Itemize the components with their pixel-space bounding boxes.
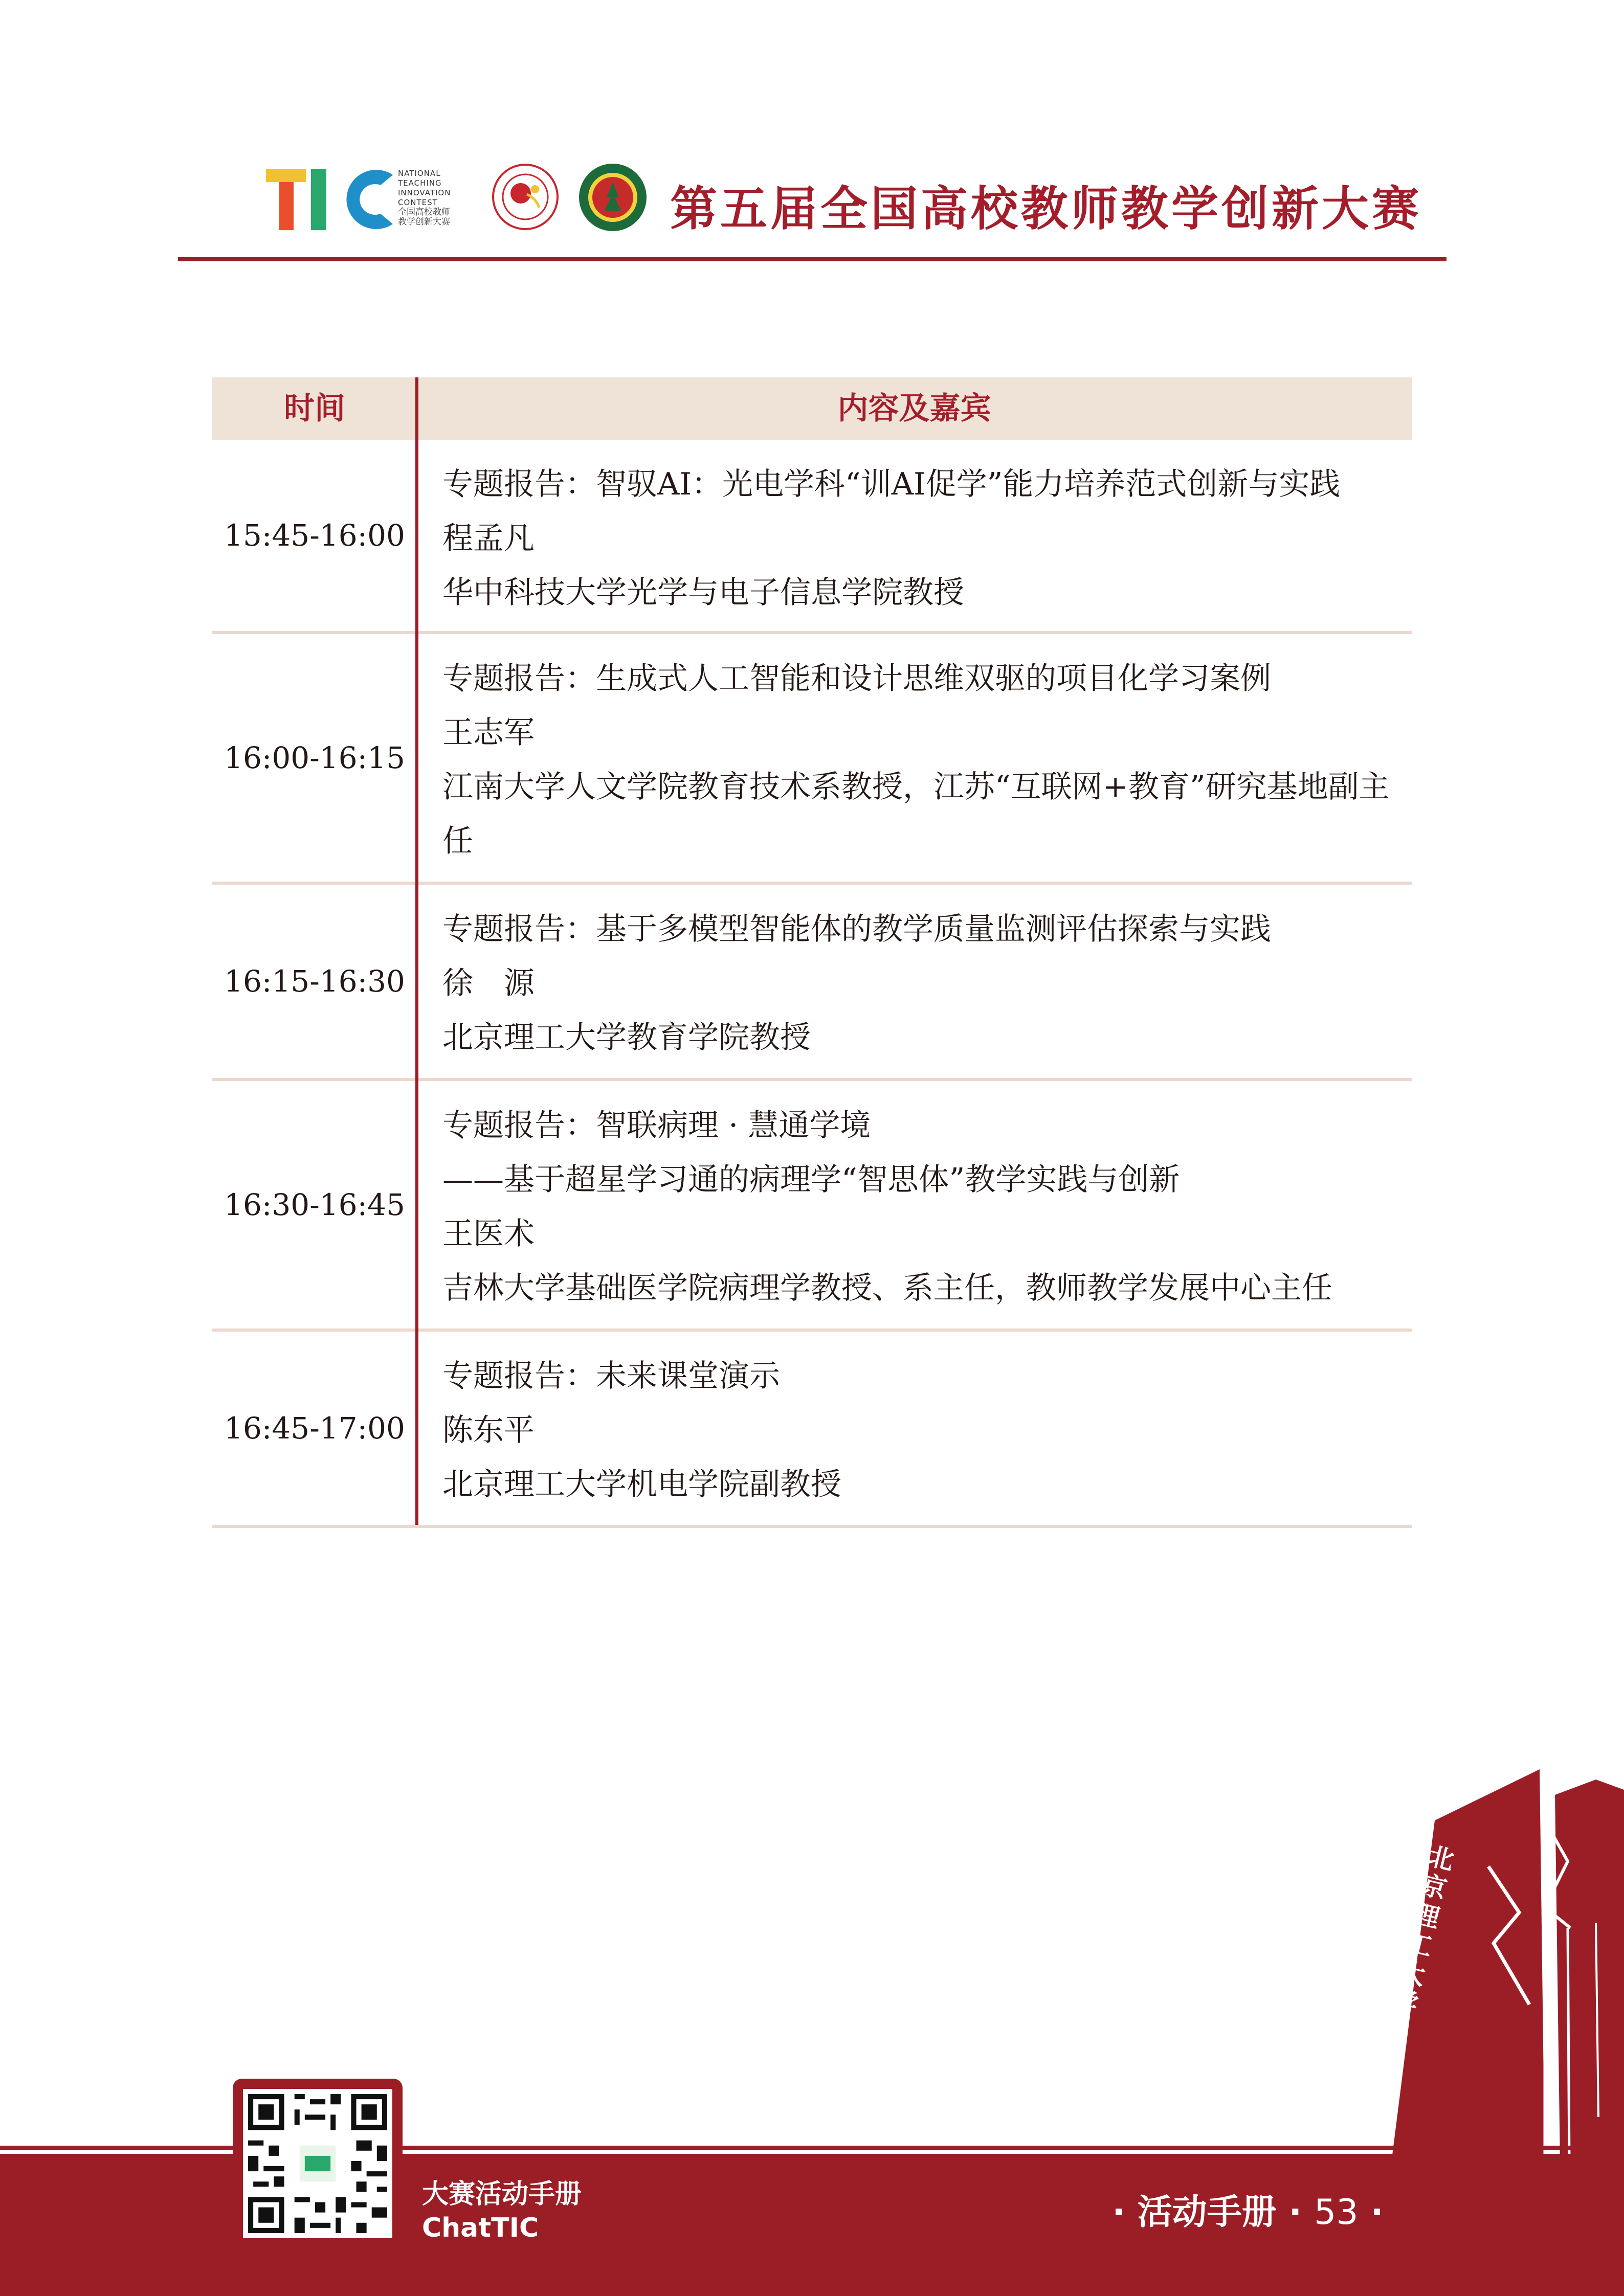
speaker-name: 陈东平 xyxy=(442,1412,535,1448)
trailing-dot: · xyxy=(1370,2192,1384,2233)
building-university-name: 北京理工大学 xyxy=(1389,1840,1457,2020)
section-label: · 活动手册 · xyxy=(1112,2192,1302,2233)
talk-title: 专题报告：智驭AI：光电学科“训AI促学”能力培养范式创新与实践 xyxy=(442,466,1341,502)
speaker-name: 王医术 xyxy=(442,1216,535,1252)
row-content xyxy=(442,885,1412,1080)
talk-title: 专题报告：未来课堂演示 xyxy=(442,1358,780,1394)
table-row xyxy=(212,634,1412,885)
tic-caption-line: NATIONAL xyxy=(398,169,441,178)
speaker-affiliation: 华中科技大学光学与电子信息学院教授 xyxy=(442,575,964,611)
contest-title: 第五届全国高校教师教学创新大赛 xyxy=(670,181,1422,236)
table-header xyxy=(212,377,1412,440)
table-row xyxy=(212,440,1412,634)
speaker-name: 王志军 xyxy=(442,715,535,751)
column-header-content: 内容及嘉宾 xyxy=(837,391,991,426)
row-time: 16:15-16:30 xyxy=(224,964,405,999)
column-divider xyxy=(415,377,418,1525)
table-row xyxy=(212,1332,1412,1528)
row-content xyxy=(442,440,1412,635)
handbook-label: 大赛活动手册 xyxy=(422,2179,582,2210)
cahe-logo xyxy=(491,163,560,231)
speaker-affiliation: 江南大学人文学院教育技术系教授，江苏“互联网+教育”研究基地副主任 xyxy=(442,769,1390,859)
row-time: 16:00-16:15 xyxy=(224,740,405,775)
tic-logo xyxy=(266,169,394,230)
speaker-affiliation: 北京理工大学教育学院教授 xyxy=(442,1020,811,1055)
column-header-time: 时间 xyxy=(284,391,345,426)
speaker-name: 徐 源 xyxy=(442,965,535,1001)
speaker-name: 程孟凡 xyxy=(442,521,535,556)
talk-title: 专题报告：基于多模型智能体的教学质量监测评估探索与实践 xyxy=(442,911,1271,947)
row-content xyxy=(442,634,1412,884)
row-content xyxy=(442,1332,1412,1527)
bit-logo xyxy=(577,162,649,233)
tic-caption-line: 全国高校教师 xyxy=(398,207,450,217)
tic-caption-line: TEACHING xyxy=(398,178,442,188)
page-number: 53 xyxy=(1314,2192,1359,2233)
row-time: 16:30-16:45 xyxy=(224,1187,405,1222)
row-time: 16:45-17:00 xyxy=(224,1411,405,1446)
tic-logo-caption xyxy=(398,169,480,227)
qr-code-icon[interactable] xyxy=(243,2089,392,2238)
speaker-affiliation: 北京理工大学机电学院副教授 xyxy=(442,1467,841,1502)
row-content xyxy=(442,1081,1412,1331)
app-name: ChatTIC xyxy=(422,2213,539,2243)
header-divider xyxy=(178,257,1447,261)
tic-caption-line: 教学创新大赛 xyxy=(398,217,450,227)
row-time: 15:45-16:00 xyxy=(224,518,405,553)
tic-caption-line: CONTEST xyxy=(398,198,438,207)
footer-caption xyxy=(422,2177,582,2245)
table-row xyxy=(212,1081,1412,1332)
talk-subtitle: ——基于超星学习通的病理学“智思体”教学实践与创新 xyxy=(442,1162,1180,1198)
talk-title: 专题报告：智联病理 · 慧通学境 xyxy=(442,1108,871,1143)
table-row xyxy=(212,885,1412,1081)
tic-caption-line: INNOVATION xyxy=(398,188,451,197)
speaker-affiliation: 吉林大学基础医学院病理学教授、系主任，教师教学发展中心主任 xyxy=(442,1270,1332,1306)
talk-title: 专题报告：生成式人工智能和设计思维双驱的项目化学习案例 xyxy=(442,661,1271,696)
schedule-table xyxy=(212,377,1412,1528)
page-footer-label xyxy=(1112,2185,1384,2234)
page-header xyxy=(0,0,1624,266)
